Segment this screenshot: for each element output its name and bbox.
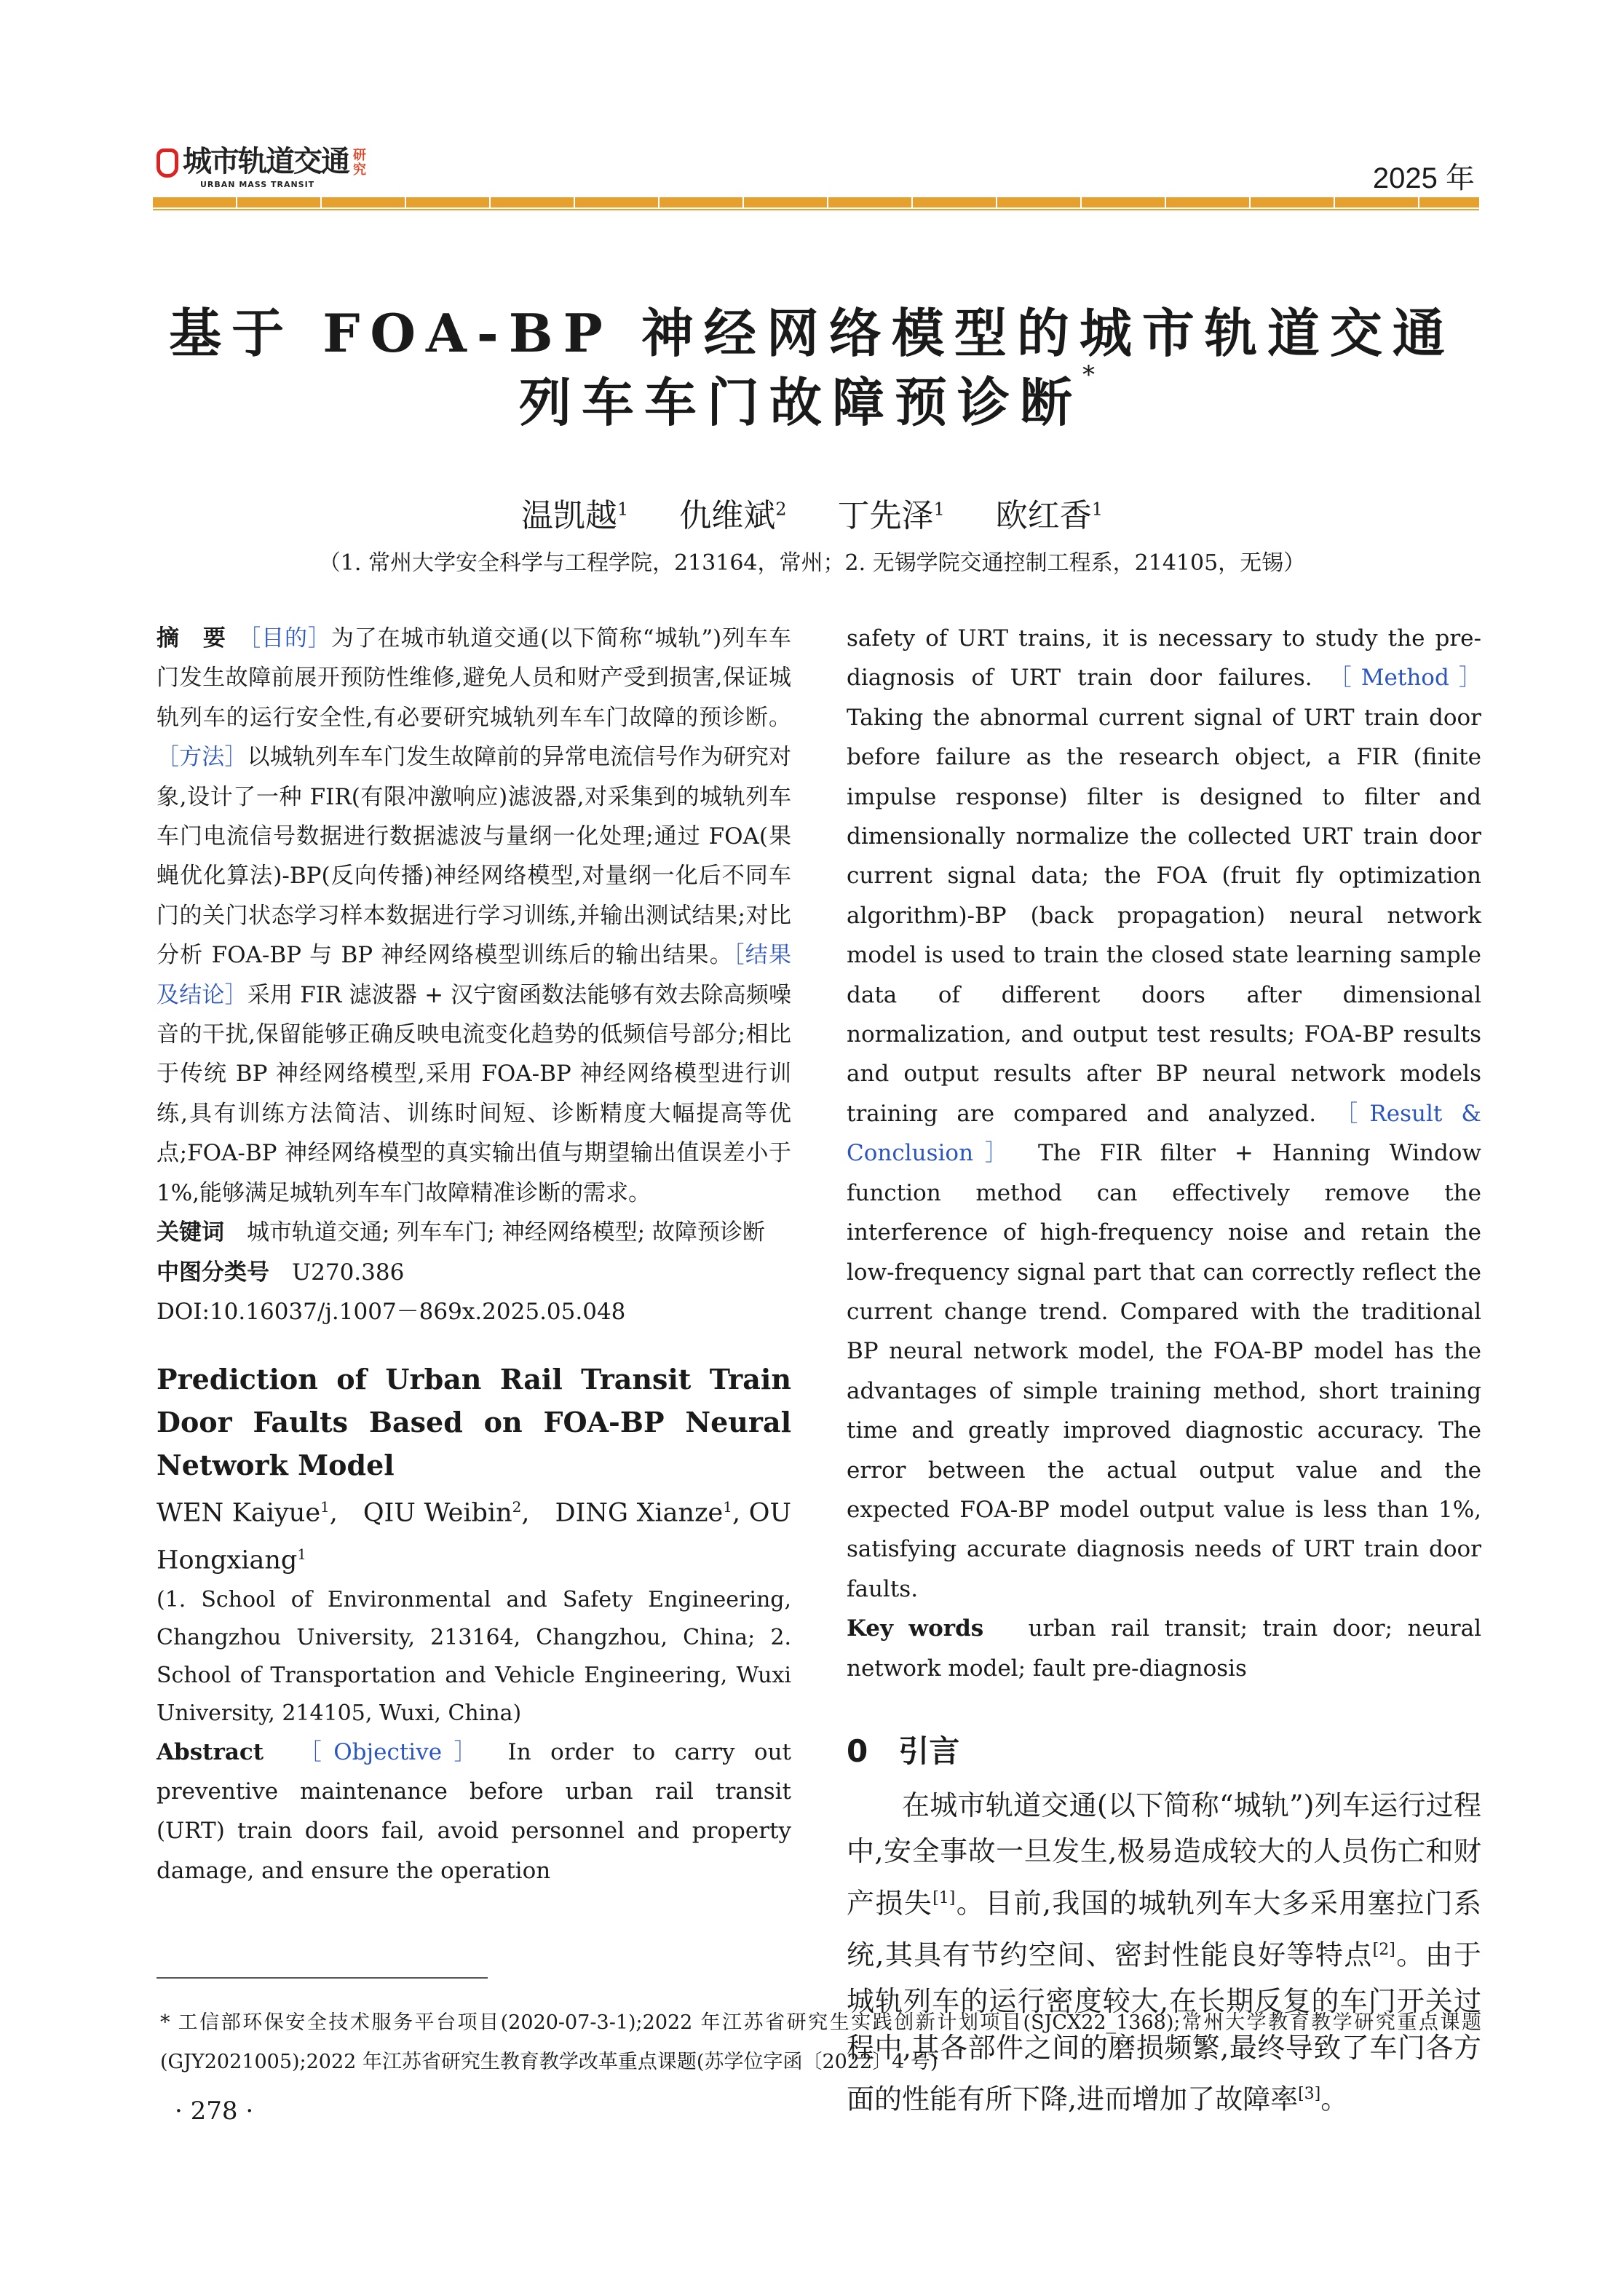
text-run: In order to carry out preventive maintenance before urban rail transit (URT) train doors fail, avoid personnel and property damage, and ensure the operation (157, 1738, 791, 1884)
title-footnote-mark: * (1082, 360, 1105, 389)
citation: [3] (1298, 2085, 1321, 2104)
clc (157, 1253, 791, 1292)
text-run: Taking the abnormal current signal of URT train door before failure as the research object, a FIR (finite impulse response) filter is designed to filter and dimensionally normalize the collected URT train door current signal data; the FOA (fruit fly optimization algorithm)-BP (back propagation) neural network model is used to train the closed state learning sample data of different doors after dimensional normalization, and output test results; FOA-BP results and output results after BP neural network models training are compared and analyzed. (847, 704, 1481, 1127)
citation: [2] (1372, 1941, 1395, 1960)
footnote-rule (157, 1977, 488, 1979)
keywords-label: Key words (847, 1615, 984, 1642)
text-run: 。 (1320, 2083, 1349, 2115)
english-abstract-part1 (157, 1733, 791, 1891)
keywords-value: 城市轨道交通; 列车车门; 神经网络模型; 故障预诊断 (247, 1219, 765, 1246)
section-label: ［结果及结论］ (157, 942, 792, 1008)
clc-value: U270.386 (292, 1259, 405, 1286)
title-text: 列车车门故障预诊断 (518, 371, 1082, 433)
author-name: DING Xianze (555, 1498, 724, 1528)
logo-text: 城市轨道交通 (183, 145, 349, 178)
author (521, 497, 628, 534)
affiliation: （1. 常州大学安全科学与工程学院，213164，常州；2. 无锡学院交通控制工程系，214105，无锡） (318, 550, 1306, 576)
text-run: 在城市轨道交通(以下简称“城轨”)列车运行过程中,安全事故一旦发生,极易造成较大的人员伤亡和财产损失 (847, 1789, 1481, 1920)
author (679, 497, 786, 534)
text-run: 采用 FIR 滤波器 + 汉宁窗函数法能够有效去除高频噪音的干扰,保留能够正确反映电流变化趋势的低频信号部分;相比于传统 BP 神经网络模型,采用 FOA-BP 神经网络模型进行训练,具有训练方法简洁、训练时间短、诊断精度大幅提高等优点;FOA-BP 神经网络模型的真实输出值与期望输出值误差小于 1%,能够满足城轨列车车门故障精准诊断的需求。 (157, 981, 792, 1206)
citation: [1] (932, 1888, 956, 1907)
page-number: · 278 · (175, 2097, 254, 2126)
english-authors: WEN Kaiyue$^1$, QIU Weibin$^2$, DING Xianze$^1$, OU Hongxiang$^1$ (157, 1498, 791, 1575)
section-heading: 0 引言 (847, 1733, 960, 1769)
author (838, 497, 945, 534)
section-label: ［Result & Conclusion］ (847, 1100, 1481, 1167)
english-keywords (847, 1609, 1481, 1688)
header-year: 2025 年 (1372, 162, 1475, 194)
author-sup: 1 (297, 1545, 307, 1563)
doi: DOI:10.16037/j.1007－869x.2025.05.048 (157, 1298, 626, 1325)
author-sup: 2 (775, 499, 787, 520)
author-name: QIU Weibin (363, 1498, 512, 1528)
section-label: ［Method］ (1328, 665, 1481, 692)
author-sup: 2 (512, 1498, 522, 1516)
author-name: 仇维斌 (679, 497, 776, 534)
section-label: ［目的］ (249, 625, 331, 652)
title-line-1 (0, 291, 1624, 367)
section-label: ［方法］ (157, 744, 247, 771)
logo-red-text: 研究 (353, 148, 366, 178)
author-name: WEN Kaiyue (157, 1498, 321, 1528)
author-sup: 1 (723, 1498, 732, 1516)
text-run: The FIR filter + Hanning Window function method can effectively remove the interference of high-frequency noise and retain the low-frequency signal part that can correctly reflect the current change trend. Compared with the traditional BP neural network model, the FOA-BP model has the advantages of simple training method, short training time and greatly improved diagnostic accuracy. The error between the actual output value and the expected FOA-BP model output value is less than 1%, satisfying accurate diagnosis needs of URT train door faults. (847, 1140, 1481, 1602)
title-text: 基于 FOA-BP 神经网络模型的城市轨道交通 (169, 302, 1455, 364)
author-name: OU Hongxiang (157, 1498, 791, 1575)
keywords-cn (157, 1213, 791, 1252)
text-run: 。由于城轨列车的运行密度较大,在长期反复的车门开关过程中,其各部件之间的磨损频繁,最终导致了车门各方面的性能有所下降,进而增加了故障率 (847, 1939, 1481, 2115)
author-name: 温凯越 (520, 497, 617, 534)
author-sup: 1 (320, 1498, 330, 1516)
right-column (847, 619, 1481, 2123)
header-bar (153, 197, 1479, 207)
logo-row (157, 146, 369, 178)
abstract-cn (157, 619, 791, 1213)
author-sup: 1 (1091, 499, 1104, 520)
english-affiliation: (1. School of Environmental and Safety Engineering, Changzhou University, 213164, Changzhou, China; 2. School of Transportation and Vehicle Engineering, Wuxi University, 214105, Wuxi, China) (157, 1586, 791, 1726)
english-abstract-part2 (847, 619, 1481, 1609)
author-name: 欧红香 (995, 497, 1092, 534)
text-run: 为了在城市轨道交通(以下简称“城轨”)列车车门发生故障前展开预防性维修,避免人员和财产受到损害,保证城轨列车的运行安全性,有必要研究城轨列车车门故障的预诊断。 (157, 625, 792, 731)
label: Abstract (157, 1738, 311, 1765)
author-name: 丁先泽 (837, 497, 934, 534)
authors (0, 489, 1624, 536)
section-label: ［Objective］ (310, 1738, 489, 1765)
keywords-value: urban rail transit; train door; neural network model; fault pre-diagnosis (847, 1615, 1482, 1682)
logo-icon (157, 149, 178, 178)
clc-label: 中图分类号 (157, 1259, 269, 1286)
journal-logo (157, 146, 369, 189)
header-rule (153, 209, 1479, 210)
author-sup: 1 (933, 499, 945, 520)
author-sup: 1 (617, 499, 629, 520)
logo-subtitle: URBAN MASS TRANSIT (200, 180, 315, 189)
text-run: 以城轨列车车门发生故障前的异常电流信号作为研究对象,设计了一种 FIR(有限冲激响应)滤波器,对采集到的城轨列车车门电流信号数据进行数据滤波与量纲一化处理;通过 FOA(果蝇优化算法)-BP(反向传播)神经网络模型,对量纲一化后不同车门的关门状态学习样本数据进行学习训练,并输出测试结果;对比分析 FOA-BP 与 BP 神经网络模型训练后的输出结果。 (157, 744, 791, 969)
text-run: safety of URT trains, it is necessary to study the pre-diagnosis of URT train door failures. (847, 625, 1481, 692)
english-title: Prediction of Urban Rail Transit Train Door Faults Based on FOA-BP Neural Network Model (157, 1363, 791, 1482)
author (996, 497, 1103, 534)
left-column (157, 619, 791, 1891)
text-run: 。目前,我国的城轨列车大多采用塞拉门系统,其具有节约空间、密封性能良好等特点 (847, 1887, 1481, 1971)
keywords-label: 关键词 (157, 1219, 224, 1246)
label: 摘 要 (157, 625, 250, 652)
footnote: * 工信部环保安全技术服务平台项目(2020-07-3-1);2022 年江苏省研究生实践创新计划项目(SJCX22_1368);常州大学教育教学研究重点课题(GJY2021005);2022 年江苏省研究生教育教学改革重点课题(苏学位字函〔2022〕4 号) (160, 2011, 1481, 2073)
title-line-2 (0, 360, 1624, 436)
